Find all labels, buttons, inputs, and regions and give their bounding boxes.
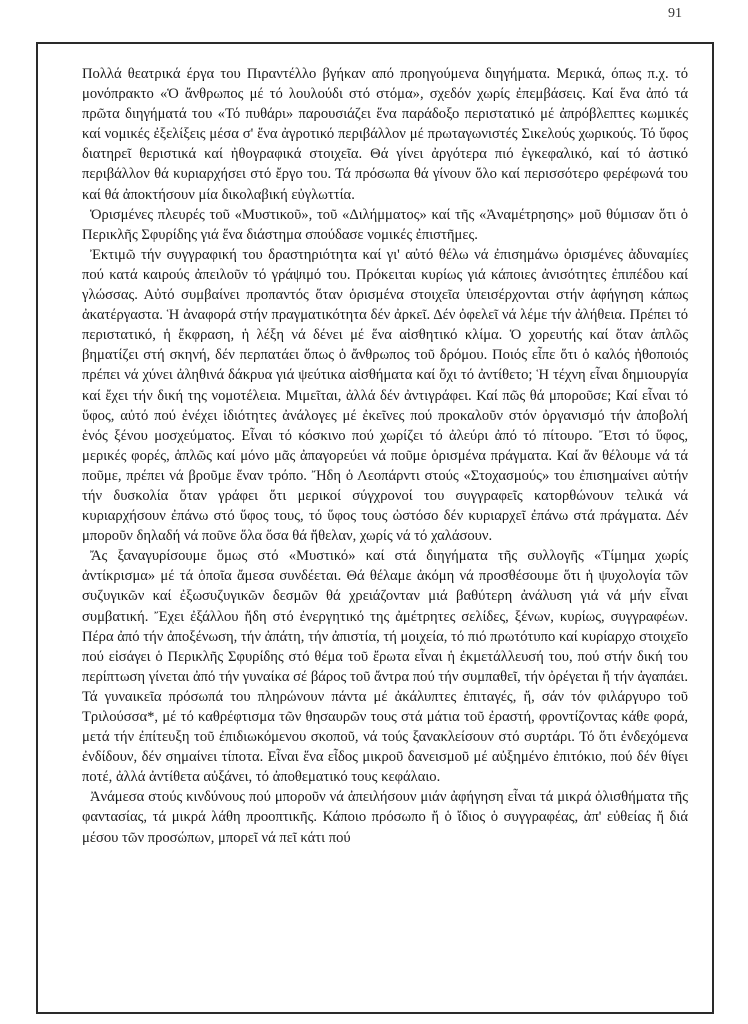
paragraph-2: Ὁρισμένες πλευρές τοῦ «Μυστικοῦ», τοῦ «Διλήμματος» καί τῆς «Ἀναμέτρησης» μοῦ θύμισαν ὅτι ὁ Περικλῆς Σφυρίδης γιά ἕνα διάστημα σπούδασε νομικές ἐπιστῆμες. (82, 206, 688, 243)
paragraph-1: Πολλά θεατρικά έργα του Πιραντέλλο βγήκαν από προηγούμενα διηγήματα. Μερικά, όπως π.χ. τό μονόπρακτο «Ὁ ἄνθρωπος μέ τό λουλούδι στό στόμα», σχεδόν χωρίς ἐπεμβάσεις. Καί ἕνα ἀπό τά πρῶτα διηγήματά του «Τό πυθάρι» παρουσιάζει ἕνα παράδοξο περιστατικό μέ ἀπρόβλεπτες κωμικές καί νομικές ἐξελίξεις μέσα σ' ἕνα ἀγροτικό περιβάλλον μέ πρωταγωνιστές Σικελούς χωρικούς. Τό ὕφος διατηρεῖ θεριστικά καί ἠθογραφικά στοιχεῖα. Θά γίνει ἀργότερα πιό ἐγκεφαλικό, καί τό ἀστικό περιβάλλον θά κυριαρχήσει στό ἔργο του. Τά πρόσωπα θά γίνουν ὅλο καί περισσότερο φερέφωνά του καί θά ἀποκτήσουν μία δικολαβική εὐγλωττία. (82, 66, 688, 203)
paragraph-3: Ἐκτιμῶ τήν συγγραφική του δραστηριότητα καί γι' αὐτό θέλω νά ἐπισημάνω ὁρισμένες ἀδυναμίες πού κατά καιρούς ἀπειλοῦν τό γράψιμό του. Πρόκειται κυρίως γιά κάποιες ἀνισότητες ἐπιπέδου καί γλώσσας. Αὐτό συμβαίνει προπαντός ὅταν ὁρισμένα στοιχεῖα ὑπεισέρχονται στήν ἀφήγηση κάπως ἀκατέργαστα. Ἡ ἀναφορά στήν πραγματικότητα δέν ἀρκεῖ. Δέν ὀφελεῖ νά λέμε τήν ἀλήθεια. Πρέπει τό περιστατικό, ἡ ἔκφραση, ἡ λέξη νά δένει μέ ἕνα αἰσθητικό κλίμα. Ὁ χορευτής καί ὅταν ἁπλῶς βηματίζει στή σκηνή, δέν περπατάει ὅπως ὁ ἄνθρωπος τοῦ δρόμου. Ποιός εἶπε ὅτι ὁ καλός ἠθοποιός πρέπει νά χύνει ἀληθινά δάκρυα γιά ψεύτικα αἰσθήματα καί ὄχι τό ἀντίθετο; Ἡ τέχνη εἶναι δημιουργία καί ἔχει τήν δική της νομοτέλεια. Μιμεῖται, ἀλλά δέν ἀντιγράφει. Καί πῶς θά μποροῦσε; Καί εἶναι τό ὕφος, αὐτό πού ἐνέχει ἰδιότητες ἀνάλογες μέ ἐκεῖνες πού προκαλοῦν στόν ὀργανισμό τήν ἀποβολή ἑνός ξένου μοσχεύματος. Εἶναι τό κόσκινο πού χωρίζει τό ἀλεύρι ἀπό τό πίτουρο. Ἔτσι τό ὕφος, μερικές φορές, ἁπλῶς καί μόνο μᾶς ἀπαγορεύει νά ποῦμε ὁρισμένα πράγματα. Καί ἄν θέλουμε νά τά ποῦμε, πρέπει νά βροῦμε ἕναν τρόπο. Ἤδη ὁ Λεοπάρντι στούς «Στοχασμούς» του ἐπισημαίνει αὐτήν τήν δυσκολία ὅταν γράφει ὅτι μερικοί σύγχρονοί του συγγραφεῖς κατορθώνουν τελικά νά κυριαρχήσουν ἐπάνω στό ὕφος τους, τό ὕφος τους ὡστόσο δέν κυριαρχεῖ ἐπάνω στά πράγματα. Δέν μποροῦν δηλαδή νά ποῦνε ὅλα ὅσα θά ἤθελαν, χωρίς νά τό χαλάσουν. (82, 246, 688, 545)
paragraph-5: Ἀνάμεσα στούς κινδύνους πού μποροῦν νά ἀπειλήσουν μιάν ἀφήγηση εἶναι τά μικρά ὀλισθήματα τῆς φαντασίας, τά μικρά λάθη προοπτικῆς. Κάποιο πρόσωπο ἤ ὁ ἴδιος ὁ συγγραφέας, ἀπ' εὐθείας ἤ διά μέσου τῶν προσώπων, μπορεῖ νά πεῖ κάτι πού (82, 789, 688, 846)
text-frame (36, 42, 714, 1014)
paragraph-4: Ἄς ξαναγυρίσουμε ὅμως στό «Μυστικό» καί στά διηγήματα τῆς συλλογῆς «Τίμημα χωρίς ἀντίκρισμα» μέ τά ὁποῖα ἄμεσα συνδέεται. Θά θέλαμε ἀκόμη νά προσθέσουμε ὅτι ἡ ψυχολογία τῶν συζυγικῶν καί ἐξωσυζυγικῶν δεσμῶν θά χρειάζονταν μιά βαθύτερη ἀνάλυση γιά νά μήν εἶναι συμβατική. Ἔχει ἐξάλλου ἤδη στό ἐνεργητικό της ἀμέτρητες σελίδες, ξένων, κυρίως, συγγραφέων. Πέρα ἀπό τήν ἀποξένωση, τήν ἀπάτη, τήν ἀπιστία, τή μοιχεία, τό πιό πρωτότυπο καί κυρίαρχο στοιχεῖο πού εἰσάγει ὁ Περικλῆς Σφυρίδης στό θέμα τοῦ ἔρωτα εἶναι ἡ ἐκμετάλλευσή του, πού στήν δική του περίπτωση γίνεται ἀπό τήν γυναίκα σέ βάρος τοῦ ἄντρα πού τήν συμπαθεῖ, τήν ὀρέγεται ἤ τήν ἀγαπάει. Τά γυναικεῖα πρόσωπά του πληρώνουν πάντα μέ ἀκάλυπτες ἐπιταγές, ἤ, σάν τόν φιλάργυρο τοῦ Τριλούσσα*, μέ τό καθρέφτισμα τῶν θησαυρῶν τους στά μάτια τοῦ ἐραστή, φροντίζοντας κάθε φορά, μετά τήν ἐπίτευξη τοῦ ἐπιδιωκόμενου σκοποῦ, νά τούς ξανακλείσουν στό συρτάρι. Τό ὅτι ἐνδεχόμενα ἐνδίδουν, δέν σημαίνει τίποτα. Εἶναι ἕνα εἶδος μικροῦ δανεισμοῦ μέ αὐξημένο ἐπιτόκιο, πού δέν θίγει ποτέ, ἀλλά ἀντίθετα αὐξάνει, τό ἀποθεματικό τους κεφάλαιο. (82, 548, 688, 786)
page-number: 91 (668, 6, 682, 21)
